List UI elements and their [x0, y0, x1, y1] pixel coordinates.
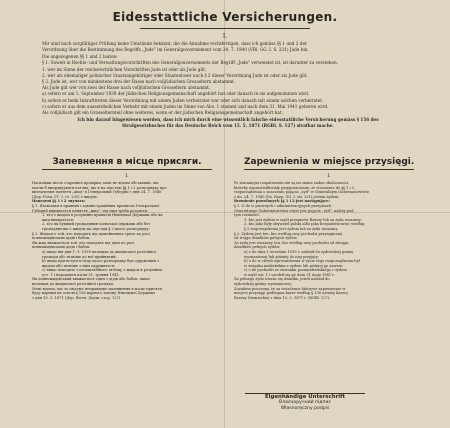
german-paragraph: c) sofern er aus dem ausserehelichen Verkehr mit einem Juden im Sinne von Abs. 1 stammt und nach dem 31. Mai 1941 geboren wird. — [42, 103, 329, 109]
ukrainian-text-line: могли б виправдувати погляд, що я на підставі §§ 1 і 2 розпорядку про — [32, 185, 167, 190]
ukrainian-text-line: визначення поняття „жид" в Генеральній Губернії з дня 24. 7. 1940 — [32, 190, 162, 195]
german-paragraph: § 1. Soweit in Rechts- und Verwaltungsvorschriften des Generalgouvernements der Begriff „Jude" verwendet ist, ist darunter zu verstehen. — [42, 60, 338, 66]
signature-block — [240, 393, 370, 411]
german-paragraph: a) sofern er am 1. September 1939 der jüdischen Religionsgemeinschaft angehört hat oder danach in sie aufgenommen wird. — [42, 91, 310, 97]
document-title: Eidesstattliche Versicherungen. — [112, 10, 338, 24]
ukrainian-text-line: 1. хто є жидом в розумінні приписів Німецької Держави або як — [42, 213, 163, 218]
polish-text-line: wyznaniowej lub później do niej przyjęty; — [244, 254, 319, 259]
ukrainian-text-line: жид вважається; — [42, 217, 75, 222]
german-paragraph: Als Jude gilt wer von zwei der Rasse nach volljüdischen Grosseltern abstammt, — [42, 85, 211, 91]
polish-text — [234, 181, 424, 300]
polish-text-line: 2. kto jako były obywatel polski albo jako bezpaństwowiec według — [244, 222, 365, 227]
german-paragraph: § 2. Jude ist, wer von mindestens drei der Rasse nach volljüdischen Grosseltern abstammt. — [42, 79, 236, 84]
german-paragraph: 2. wer als ehemaliger polnischer Staatsangehöriger oder Staatenloser nach § 2 dieser Verordnung Jude ist oder als Jude gilt. — [42, 72, 308, 78]
polish-text-line: żydowskiej gminy wyznaniowej. — [234, 282, 292, 287]
ukrainian-text-line: Як повножидівський вважається один з дідів або бабок, якщо — [32, 277, 150, 282]
polish-text-line: 1. kto jest żydem w myśl przepisów Rzeszy lub za żyda uważany; — [244, 217, 362, 222]
german-closing-line: Ich bin darauf hingewiesen worden, dass ich mich durch eine wissentlich falsche eidesstattliche Versicherung gemäss § 156 des — [77, 117, 379, 123]
german-paragraph: 1. wer im Sinne der reichsrechtlichen Vorschriften Jude ist oder als Jude gilt; — [42, 66, 207, 72]
ukrainian-text-line: уст. 1 і народився після 31. травня 1941. — [42, 272, 120, 277]
polish-text-line: b) o ile w chwili wprowadzenia w życie tego rozporządzenia był — [244, 259, 360, 264]
polish-text-line: Rzeszy Niemieckiej z dnia 15. 5. 1871 r. (RGBl. 127). — [234, 295, 331, 300]
ukrainian-text-line: § 1. Наскільки в правних і адміністраційних приписах Генеральної — [32, 203, 160, 208]
polish-text-line: od trojga dziadków pełnych żydów. — [234, 236, 298, 241]
ukrainian-text-line: b) якщо при вступі в силу цього розпорядку був одружений з — [42, 259, 160, 264]
ukrainian-text-line: повножидівських дідів і бабок. — [32, 236, 91, 241]
polish-declaration-column — [234, 157, 424, 385]
polish-text-line: rozporządzenia o znaczeniu pojęcia „żyd" w Generalnym Gubernatorstwie — [234, 190, 370, 195]
ukrainian-text-line: a) якщо він дня 1. 9. 1939 належав до жидівської релігійної — [42, 249, 156, 254]
german-paragraph: b) sofern er beim Inkrafttreten dieser Verordnung mit einem Juden verheiratet war oder sich danach mit einem solchen verheiratet. — [42, 97, 324, 103]
signature-label-polish: Własnoręczny podpis — [280, 405, 330, 411]
polish-text-line: § 1. O ile w prawnych i administracyjnych przepisach — [234, 203, 332, 208]
signature-label-german: Eigenhändige Unterschrift — [264, 394, 346, 400]
ukrainian-declaration-column — [32, 157, 222, 385]
ukrainian-text-line: Губернії вживається поняття „жид", під ним треба розуміти: — [32, 208, 149, 213]
ukrainian-text — [32, 181, 222, 300]
signature-label-ukrainian: Власноручний підпис — [279, 400, 331, 406]
polish-text-line: Brzmienie powołanych §§ 1 i 2 jest następujące: — [234, 199, 330, 204]
ukrainian-text-line: повножидівських дідів і бабок: — [32, 245, 91, 250]
ukrainian-section-number: I. — [125, 173, 129, 179]
ukrainian-text-line: 2. хто як бувший громадянин польської держави або без — [42, 222, 151, 227]
ukrainian-text-line: належав до жидівської релігійної громади. — [32, 282, 115, 287]
ukrainian-text-line: громади або пізніше до неї прийнятий; — [42, 254, 117, 259]
polish-text-line: Generalnego Gubernatorstwa użyte jest pojęcie „żyd", należy pod — [234, 208, 354, 213]
polish-text-line: tym rozumieć: — [234, 213, 261, 218]
polish-text-line: z dn. 24. 7. 1940 (Dz. Rozp. GG. I. str. 231) jestem żydem. — [234, 194, 340, 199]
ukrainian-text-line: буду карним на основі § 156 карного закону Німецької Держави — [32, 291, 155, 296]
polish-text-line: § 2 rozporządzenia jest żydem lub za żyda uważany. — [244, 226, 339, 231]
ukrainian-text-line: Мені відомо, що за свідомо неправдиве запевнення в місце присяги — [32, 286, 162, 291]
german-paragraph: Verordnung über die Bestimmung des Begriffs „Jude" im Generalgouvernement vom 24. 7. 1940 (VBl. GG. I. S. 231) Jude bin. — [42, 47, 309, 53]
ukrainian-text-line: громадянства є жидом на підставі § 2 цього розпорядку; — [42, 226, 150, 231]
polish-section-number: I. — [327, 173, 331, 179]
polish-text-line: Za pełnego żyda uważa się dziadka, jeżeli należał do — [234, 277, 330, 282]
polish-text-line: któreby usprawiedliwiały przypuszczenie, że stosownie do §§ 1 i 2 — [234, 185, 355, 190]
polish-text-line: w myśl ust. 1 i urodził się po dniu 31 maja 1941 r. — [244, 272, 335, 277]
title-underline — [140, 28, 310, 29]
polish-text-line: c) o ile pochodzi ze stosunku pozamałżeńskiego z żydem — [244, 268, 347, 273]
ukrainian-text-line: жидом або пізніше з ним одружиться; — [42, 263, 116, 268]
german-paragraph: Als volljüdisch gilt ein Grosselternteil ohne weiteres, wenn er der jüdischen Religionsgemeinschaft angehört hat. — [42, 110, 283, 115]
ukrainian-heading: Запевнення в місце присяги. — [42, 157, 212, 170]
ukrainian-text-line: Наскільки після старанної провірки, мені не відомі обставини, які — [32, 181, 159, 185]
ukrainian-text-line: c) якщо походить з позашлюбного зв'язку з жидом в розумінні — [42, 268, 162, 273]
ukrainian-text-line: Наведені §§ 1 і 2 звучать: — [32, 199, 86, 204]
polish-text-line: a) o ile dnia 1 września 1939 r. należał do żydowskiej gminy — [244, 249, 354, 254]
ukrainian-text-line: (Дер. Розп. ГГ. I. ст. 231) є жидом. — [32, 194, 98, 199]
polish-text-line: Po starannym rozpatrzeniu nie są mi znane żadne okoliczności, — [234, 181, 350, 185]
polish-text-line: dziadków pełnych żydów: — [234, 245, 281, 250]
section-number: I. — [222, 33, 228, 40]
polish-text-line: Za żyda jest uważany ten, kto według rasy pochodzi od dwojga — [234, 240, 349, 245]
polish-heading: Zapewnienia w miejsce przysięgi. — [244, 157, 414, 170]
german-paragraph: Die angezogenen §§ 1 und 2 lauten: — [42, 53, 118, 59]
ukrainian-text-line: Як жид вважається той, хто походить від двох по расі — [32, 240, 135, 245]
polish-text-line: miejsce przysięgi podlegam karze według § 156 ustawy karnej — [234, 291, 348, 296]
ukrainian-text-line: § 2. Жидом є той, хто походить від щонайменше трьох по расі — [32, 231, 150, 236]
polish-text-line: § 2. Żydem jest ten, kto według rasy pochodzi przynajmniej — [234, 231, 343, 236]
german-paragraph: Mir sind nach sorgfältiger Prüfung keine Umstände bekannt, die die Annahme rechtfertigen, dass ich gemäss §§ 1 und 2 der — [42, 41, 307, 46]
german-closing-line: Strafgesetzbuches für das Deutsche Reich vom 15. 5. 1871 (RGBl. S. 127) strafbar mache. — [122, 123, 334, 129]
ukrainian-text-line: з дня 15. 5. 1871 (Дер. Вістн. Держ. стор. 127). — [32, 295, 122, 300]
polish-text-line: w związku małżeńskim z żydem lub później go zawrze; — [244, 263, 344, 268]
polish-text-line: Zostałem pouczony, że za świadomie fałszywe zapewnienie w — [234, 286, 346, 291]
